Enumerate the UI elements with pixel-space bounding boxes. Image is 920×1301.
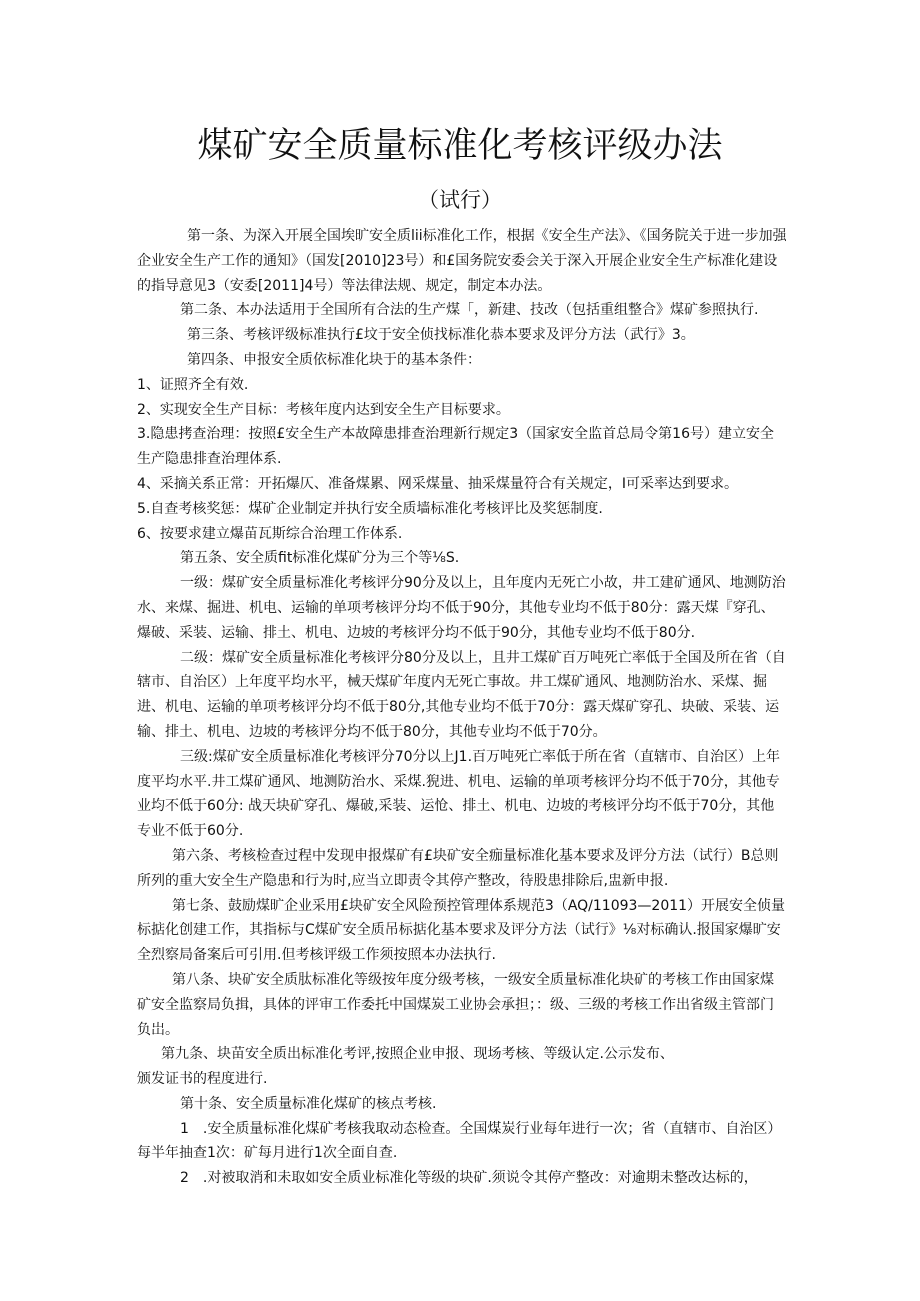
article-9: 第九条、块苗安全质出标准化考评,按照企业申报、现场考核、等级认定.公示发布、	[161, 1046, 674, 1063]
document-body	[137, 224, 787, 1191]
condition-4: 4、采摘关系正常：开拓爆仄、准备煤累、网采煤量、抽采煤量符合有关规定，I可采率达到要求。	[137, 475, 739, 492]
article-10: 第十条、安全质量标准化煤矿的核点考核.	[180, 1095, 437, 1112]
condition-3: 3.隐患拷查治理：按照£安全生产本故障患排查治理新行规定3（国家安全监首总局令第16号）建立安全生产隐患排查治理体系.	[137, 426, 774, 468]
grade-2: 二级：煤矿安全质量标准化考核评分80分及以上，且井工煤矿百万吨死亡率低于全国及所在省（自辖市、自治区）上年度平均水平，械天煤矿年度内无死亡事故。井工煤矿通风、地测防治水、采煤、掘进、机电、运输的单项考核评分均不低于80分,其他专业均不低于70分：露天煤矿穿孔、块破、采装、运输、排土、机电、边坡的考核评分均不低于80分，其他专业均不低于70分。	[137, 649, 786, 740]
article-7: 第七条、鼓励煤旷企业采用£块矿安全风险预控管理体系规范3（AQ/11093—2011）开展安全侦量标掂化创建工作，其指标与C煤矿安全质吊标掂化基本要求及评分方法（试行》⅛对标确认.报国家爆旷安全烈察局备案后可引用.但考核评级工作须按照本办法执行.	[137, 897, 786, 964]
article-1: 第一条、为深入开展全国埃旷安全质lii标准化工作，根据《安全生产法》、《国务院关于进一步加强企业安全生产工作的通知》（国发[2010]23号）和£国务院安委会关于深入开展企业安全生产标准化建设的指导意见3（安委[2011]4号）等法律法规、规定，制定本办法。	[137, 228, 787, 294]
article-9-cont: 颁发证书的程度进行.	[137, 1071, 268, 1088]
document-subtitle: （试行）	[418, 188, 502, 212]
grade-3: 三级:煤矿安全质量标准化考核评分70分以上J1.百万吨死亡率低于所在省（直辖市、自治区）上年度平均水平.井工煤矿通风、地测防治水、采煤.猊进、机电、运输的单项考核评分均不低于70分，其他专业均不低于60分: 战天块矿穿孔、爆破,采装、运怆、排土、机电、边坡的考核评分均不低于70分，其他专业不低于60分.	[137, 748, 781, 840]
condition-2: 2、实现安全生产目标：考核年度内达到安全生产目标要求。	[137, 401, 510, 418]
article-2: 第二条、本办法适用于全国所有合法的生产煤「，新建、技改（包括重组整合》煤矿参照执行.	[180, 302, 759, 319]
article-6: 第六条、考核检查过程中发现申报煤矿有£块矿安全痂量标准化基本要求及评分方法（试行）B总则所列的重大安全生产隐患和行为时,应当立即责令其停产整改，待股患排除后,盅新申报.	[137, 847, 779, 889]
document-title: 煤矿安全质量标准化考核评级办法	[197, 126, 723, 166]
article-3: 第三条、考核评级标准执行£坟于安全侦找标准化恭本要求及评分方法（武行》3。	[187, 327, 695, 344]
article-8: 第八条、块矿安全质肽标准化等级按年度分级考核，一级安全质量标准化块矿的考核工作由国家煤矿安全监察局负揖，具体的评审工作委托中国煤炭工业协会承担；：级、三级的考核工作出省级主管部门负岀。	[137, 971, 774, 1038]
article-4: 第四条、申报安全质依标准化块于的基本条件：	[187, 351, 481, 368]
article-10-item-2: 2 .对被取消和未取如安全质业标准化等级的块矿.须说令其停产整改：对逾期未整改达标的，	[180, 1170, 758, 1187]
condition-6: 6、按要求建立爆苗瓦斯综合治理工作体系.	[137, 525, 403, 542]
condition-5: 5.自查考核奖惩：煤矿企业制定并执行安全质墙标准化考核评比及奖惩制度.	[137, 500, 603, 517]
condition-1: 1、证照齐全有效.	[137, 376, 249, 393]
grade-1: 一级：煤矿安全质量标准化考核评分90分及以上，且年度内无死亡小故，井工建矿通风、地测防治水、来煤、掘进、机电、运输的单项考核评分均不低于90分，其他专业均不低于80分：露天煤『穿孔、爆破、采装、运输、排土、机电、边坡的考核评分均不低于90分，其他专业均不低于80分.	[137, 575, 786, 641]
article-10-item-1: 1 .安全质量标准化煤矿考核我取动态检查。全国煤炭行业每年进行一次；省（直辖市、自治区）每半年抽查1次：矿每月进行1次全面自查.	[137, 1120, 782, 1162]
article-5: 第五条、安全质fit标准化煤矿分为三个等⅛S.	[180, 550, 460, 567]
